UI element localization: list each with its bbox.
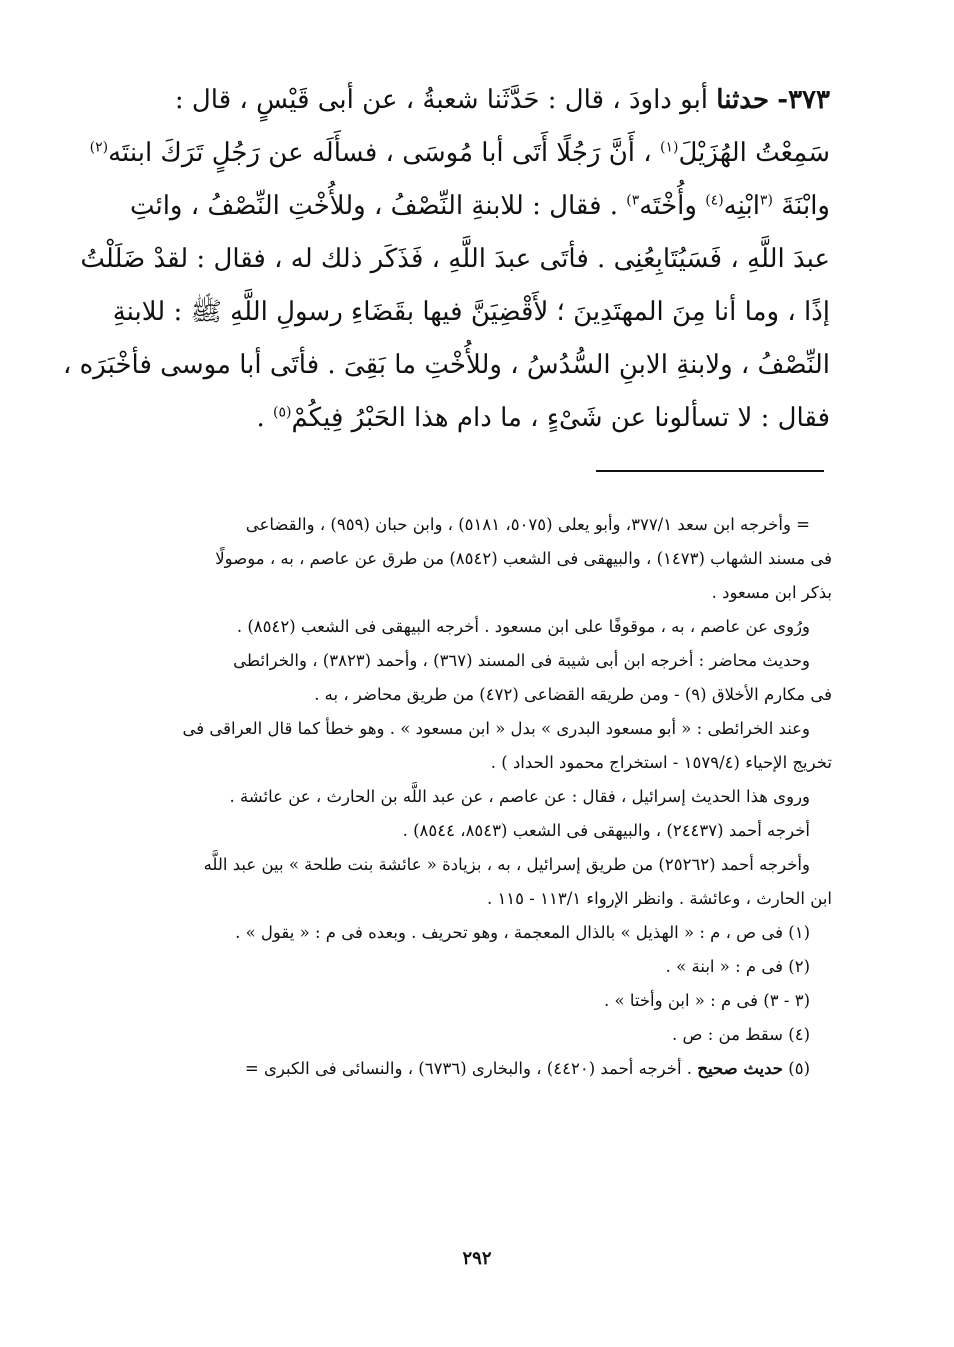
matn-text: وأُخْتَه (639, 191, 697, 221)
footnote-line: ورُوى عن عاصم ، به ، موقوفًا على ابن مسعود . أخرجه البيهقى فى الشعب (٨٥٤٢) . (236, 617, 810, 636)
footnote-line: بذكر ابن مسعود . (711, 583, 832, 602)
footnote-line: أخرجه أحمد (٢٤٤٣٧) ، والبيهقى فى الشعب (٨٥٤٣، ٨٥٤٤) . (402, 821, 810, 840)
matn-text: . فقال : للابنةِ النِّصْفُ ، وللأُخْتِ النِّصْفُ ، وائتِ (129, 191, 619, 221)
hadith-line-5: إذًا ، وما أنا مِنَ المهتَدِينَ ؛ لأَقْضِيَنَّ فيها بقَضَاءِ رسولِ اللَّهِ ﷺ : للابنةِ (112, 297, 830, 327)
hadith-line-4: عبدَ اللَّهِ ، فَسَيُتَابِعُنِى . فأتَى عبدَ اللَّهِ ، فَذَكَر ذلك له ، فقال : لقدْ ضَلَلْتُ (80, 244, 830, 274)
hadith-line-2 (89, 127, 830, 180)
footnote-4: (٤) سقط من : ص . (672, 1025, 810, 1044)
footnote-line: وأخرجه أحمد (٢٥٢٦٢) من طريق إسرائيل ، به ، بزيادة « عائشة بنت طلحة » بين عبد اللَّه (203, 855, 810, 874)
hadith-text (63, 74, 830, 445)
footnote-line: تخريج الإحياء (١٥٧٩/٤ - استخراج محمود الحداد ) . (490, 753, 832, 772)
footnote-line: ابن الحارث ، وعائشة . وانظر الإرواء ١١٣/١ - ١١٥ . (486, 889, 832, 908)
hadith-opener: حدثنا (716, 85, 770, 115)
footnote-5 (110, 1052, 832, 1086)
matn-text: فقال : لا تسألونا عن شَىْءٍ ، ما دام هذا الحَبْرُ فِيكُمْ (291, 403, 830, 433)
footnote-marker-5: (٥) (273, 404, 292, 421)
footnote-marker-3-close: ٣) (626, 192, 640, 209)
footnotes (110, 508, 832, 1086)
footnote-line: فى مكارم الأخلاق (٩) - ومن طريقه القضاعى (٤٧٢) من طريق محاضر ، به . (314, 685, 832, 704)
hadith-line-1 (100, 74, 830, 127)
footnote-separator (596, 470, 824, 472)
footnote-marker-4: (٤) (705, 192, 724, 209)
footnote-marker-2: (٢) (89, 139, 109, 156)
matn-text: . (256, 403, 265, 433)
matn-text: ابْنِه (723, 191, 760, 221)
matn-text: وابْنَةَ (781, 191, 830, 221)
footnote-2: (٢) فى م : « ابنة » . (665, 957, 810, 976)
footnote-1: (١) فى ص ، م : « الهذيل » بالذال المعجمة ، وهو تحريف . وبعده فى م : « يقول » . (235, 923, 810, 942)
footnote-line: وحديث محاضر : أخرجه ابن أبى شيبة فى المسند (٣٦٧) ، وأحمد (٣٨٢٣) ، والخرائطى (233, 651, 810, 670)
footnote-marker-1: (١) (659, 139, 679, 156)
footnote-3: (٣ - ٣) فى م : « ابن وأختا » . (603, 991, 810, 1010)
footnote-line: وعند الخرائطى : « أبو مسعود البدرى » بدل « ابن مسعود » . وهو خطأ كما قال العراقى فى (182, 719, 810, 738)
matn-text: ، أَنَّ رَجُلًا أَتَى أبا مُوسَى ، فسأَلَه عن رَجُلٍ تَرَكَ ابنتَه (108, 138, 652, 168)
hadith-number: ٣٧٣- (777, 85, 830, 115)
footnote-line: = وأخرجه ابن سعد ٣٧٧/١، وأبو يعلى (٥٠٧٥، ٥١٨١) ، وابن حبان (٩٥٩) ، والقضاعى (245, 515, 810, 534)
hadith-line-7 (100, 392, 830, 445)
hadith-line-3 (100, 180, 830, 233)
hadith-line-6: النِّصْفُ ، ولابنةِ الابنِ السُّدُسُ ، وللأُخْتِ ما بَقِىَ . فأتَى أبا موسى فأخْبَرَه ، (63, 350, 830, 380)
footnote-number: (٥) (788, 1059, 810, 1078)
footnote-marker-3-open: (٣ (759, 192, 773, 209)
isnad-text: أبو داودَ ، قال : حَدَّثَنا شعبةُ ، عن أبى قَيْسٍ ، قال : (174, 85, 709, 115)
grading-label: حديث صحيح (697, 1059, 783, 1078)
footnote-line: فى مسند الشهاب (١٤٧٣) ، والبيهقى فى الشعب (٨٥٤٢) من طرق عن عاصم ، به ، موصولًا (215, 549, 832, 568)
footnote-text: . أخرجه أحمد (٤٤٢٠) ، والبخارى (٦٧٣٦) ، والنسائى فى الكبرى = (244, 1059, 693, 1078)
footnote-line: وروى هذا الحديث إسرائيل ، فقال : عن عاصم ، عن عبد اللَّه بن الحارث ، عن عائشة . (229, 787, 810, 806)
narrator-name: سَمِعْتُ الهُزَيْلَ (678, 138, 830, 168)
page-number: ٢٩٢ (462, 1248, 492, 1269)
